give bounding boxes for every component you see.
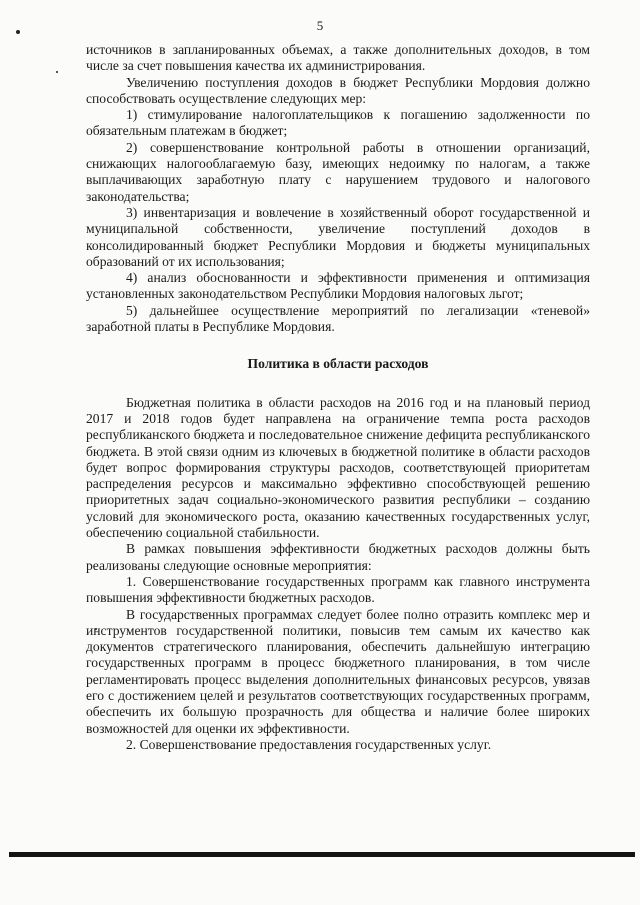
paragraph: 2) совершенствование контрольной работы в отношении организаций, снижающих налогооблагаемую базу, имеющих недоимку по налогам, а также выплачивающих заработную плату с нарушением трудового и налогового законодательства; xyxy=(86,139,590,204)
paragraph: 2. Совершенствование предоставления государственных услуг. xyxy=(126,736,492,752)
paragraph: В рамках повышения эффективности бюджетных расходов должны быть реализованы следующие основные мероприятия: xyxy=(86,541,590,573)
page-number: 5 xyxy=(316,18,324,33)
paragraphs-before xyxy=(86,42,590,335)
scan-speck xyxy=(16,30,20,34)
section-heading: Политика в области расходов xyxy=(247,356,429,372)
paragraph: В государственных программах следует более полно отразить комплекс мер и инструментов государственной политики, повысив тем самым их качество как документов стратегического планирования, обеспечить дальнейшую интеграцию государственных программ в процесс бюджетного планирования, в том числе регламентировать процесс выделения дополнительных финансовых ресурсов, увязав его с достижением целей и результатов соответствующих государственных программ, обеспечить их большую прозрачность для общества и наличие более широких возможностей для оценки их эффективности. xyxy=(86,606,590,736)
paragraph: 1) стимулирование налогоплательщиков к погашению задолженности по обязательным платежам в бюджет; xyxy=(86,107,590,139)
paragraph: 1. Совершенствование государственных программ как главного инструмента повышения эффективности бюджетных расходов. xyxy=(86,573,590,606)
paragraph: 4) анализ обоснованности и эффективности применения и оптимизация установленных законодательством Республики Мордовия налоговых льгот; xyxy=(86,270,590,302)
paragraph: Бюджетная политика в области расходов на 2016 год и на плановый период 2017 и 2018 годов будет направлена на ограничение темпа роста расходов республиканского бюджета и последовательное снижение дефицита республиканского бюджета. В этой связи одним из ключевых в бюджетной политике в области расходов будет вопрос формирования структуры расходов, соответствующей приоритетам распределения ресурсов и максимально эффективно способствующей решению приоритетных задач социально-экономического развития республики – созданию условий для экономического роста, оказанию качественных государственных услуг, обеспечению социальной стабильности. xyxy=(86,394,590,541)
paragraph: Увеличению поступления доходов в бюджет Республики Мордовия должно способствовать осуществление следующих мер: xyxy=(86,74,590,106)
scan-edge-bar xyxy=(9,852,635,857)
paragraph: 3) инвентаризация и вовлечение в хозяйственный оборот государственной и муниципальной собственности, увеличение поступлений доходов в консолидированный бюджет Республики Мордовия и бюджеты муниципальных образований от их использования; xyxy=(86,204,590,269)
paragraphs-after xyxy=(86,395,590,754)
paragraph: источников в запланированных объемах, а также дополнительных доходов, в том числе за счет повышения качества их администрирования. xyxy=(86,42,590,74)
scan-speck xyxy=(56,71,58,73)
document-body xyxy=(86,42,590,753)
paragraph: 5) дальнейшее осуществление мероприятий по легализации «теневой» заработной платы в Республике Мордовия. xyxy=(86,302,590,335)
